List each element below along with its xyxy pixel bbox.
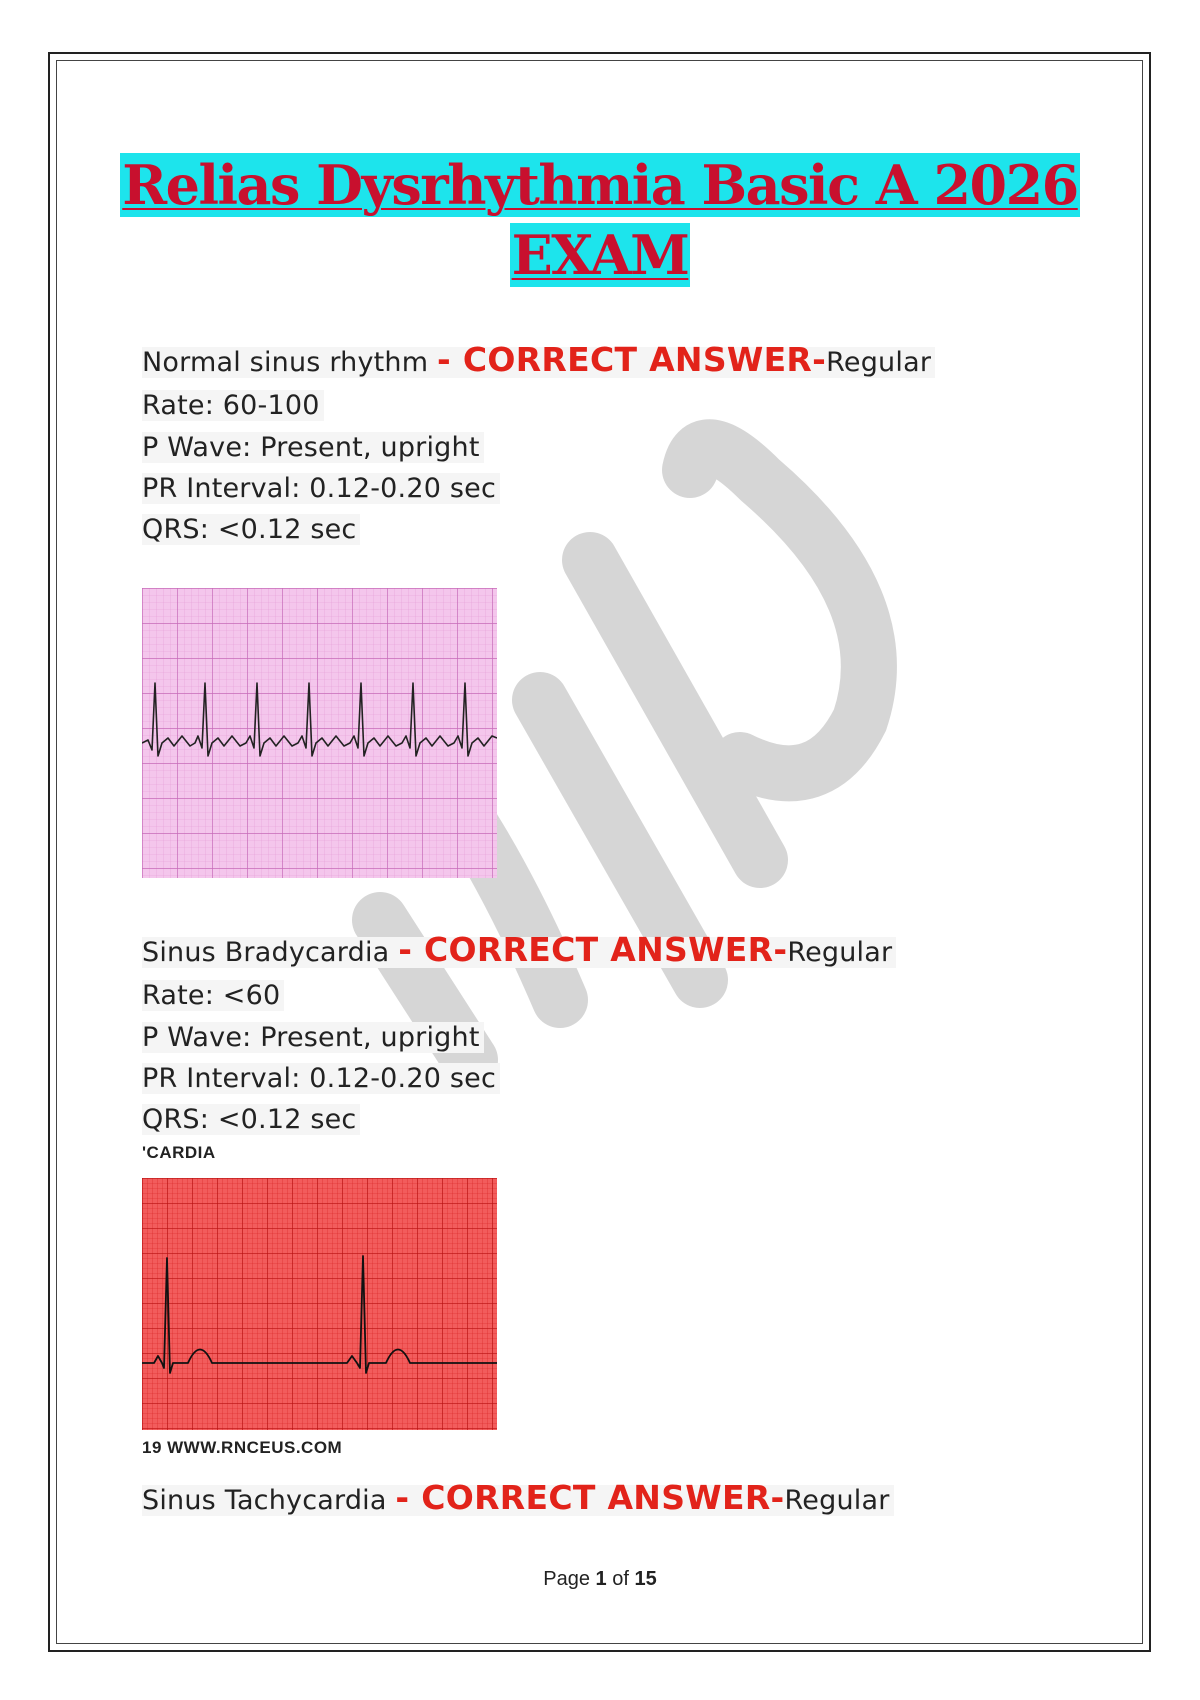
ecg-strip-sinus-bradycardia (142, 1178, 497, 1430)
section-2-heading-line (142, 930, 896, 973)
ecg-strip-normal-sinus (142, 588, 497, 878)
document-title-line-2: EXAM (511, 223, 689, 287)
ecg-caption-bottom: 19 WWW.RNCEUS.COM (142, 1438, 343, 1457)
correct-answer-label: - CORRECT ANSWER- (398, 930, 788, 969)
page-number-footer: Page 1 of 15 (543, 1568, 657, 1590)
correct-answer-label: - CORRECT ANSWER- (437, 340, 827, 379)
answer-value: Regular (787, 937, 893, 968)
section-1-heading-line (142, 340, 935, 383)
section-3-heading-line (142, 1478, 894, 1521)
section-1-detail: PR Interval: 0.12-0.20 sec (142, 469, 500, 509)
section-2-detail: PR Interval: 0.12-0.20 sec (142, 1059, 500, 1099)
answer-value: Regular (826, 347, 932, 378)
document-title-line-1: Relias Dysrhythmia Basic A 2026 (122, 153, 1078, 217)
ecg-caption-top: 'CARDIA (142, 1143, 216, 1162)
answer-value: Regular (784, 1485, 890, 1516)
section-2-detail: P Wave: Present, upright (142, 1018, 484, 1058)
section-3-heading: Sinus Tachycardia (142, 1485, 387, 1516)
section-2-detail: QRS: <0.12 sec (142, 1100, 360, 1140)
section-1-detail: QRS: <0.12 sec (142, 510, 360, 550)
section-1-detail: Rate: 60-100 (142, 386, 324, 426)
correct-answer-label: - CORRECT ANSWER- (395, 1478, 785, 1517)
section-1-heading: Normal sinus rhythm (142, 347, 429, 378)
section-2-detail: Rate: <60 (142, 976, 284, 1016)
section-1-detail: P Wave: Present, upright (142, 428, 484, 468)
section-2-heading: Sinus Bradycardia (142, 937, 390, 968)
